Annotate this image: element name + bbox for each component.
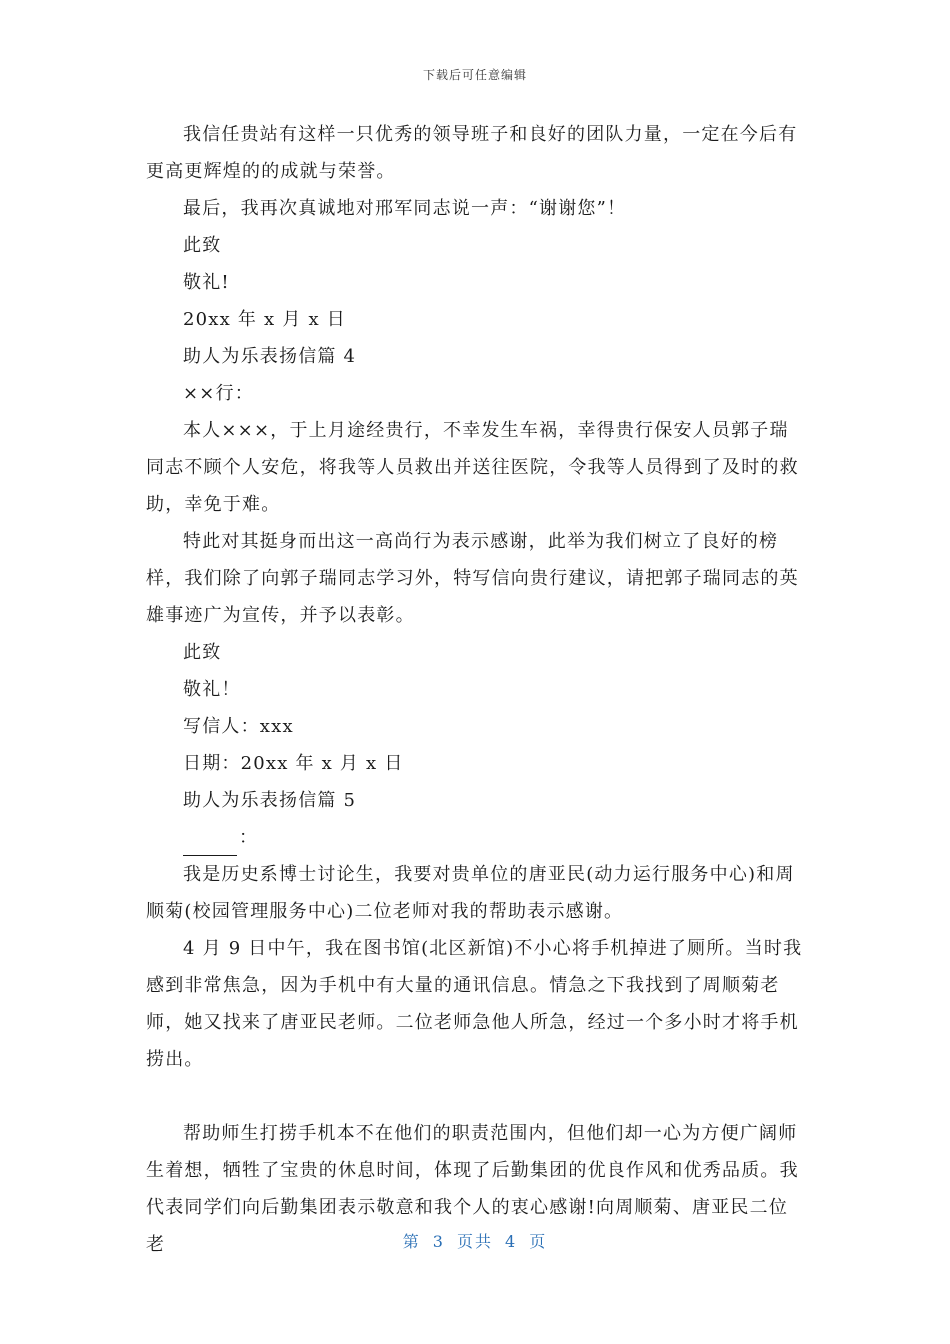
closing-cizhi-2: 此致 (183, 642, 222, 663)
footer-label-mid: 页共 (456, 1232, 493, 1251)
letter-date: 20xx 年 x 月 x 日 (183, 309, 346, 330)
document-body (146, 116, 806, 1263)
paragraph-spacer (146, 1078, 806, 1115)
paragraph-accident: 本人×××，于上月途经贵行，不幸发生车祸，幸得贵行保安人员郭子瑞同志不顾个人安危，将我等人员救出并送往医院，令我等人员得到了及时的救助，幸免于难。 (146, 420, 799, 515)
footer-label-end: 页 (529, 1232, 548, 1251)
footer-total-pages: 4 (505, 1232, 518, 1251)
footer-label-page: 第 (402, 1232, 421, 1251)
salutation-colon: ： (239, 827, 259, 848)
salutation-blank (146, 819, 806, 856)
letter-date-2: 日期：20xx 年 x 月 x 日 (183, 753, 404, 774)
blank-underline (183, 833, 237, 856)
closing-jingli-2: 敬礼！ (183, 679, 241, 700)
paragraph-student-intro: 我是历史系博士讨论生，我要对贵单位的唐亚民(动力运行服务中心)和周顺菊(校园管理服务中心)二位老师对我的帮助表示感谢。 (146, 864, 795, 922)
footer-current-page: 3 (432, 1232, 445, 1251)
page-header: 下载后可任意编辑 (422, 68, 527, 82)
page-footer (0, 1229, 950, 1252)
closing-cizhi: 此致 (183, 235, 222, 256)
paragraph-recommendation: 特此对其挺身而出这一高尚行为表示感谢，此举为我们树立了良好的榜样，我们除了向郭子瑞同志学习外，特写信向贵行建议，请把郭子瑞同志的英雄事迹广为宣传，并予以表彰。 (146, 531, 799, 626)
section-heading-5: 助人为乐表扬信篇 5 (183, 790, 357, 811)
section-heading-4: 助人为乐表扬信篇 4 (183, 346, 357, 367)
closing-jingli: 敬礼! (183, 272, 230, 293)
letter-writer: 写信人：xxx (183, 716, 294, 737)
paragraph-thanks: 最后，我再次真诚地对邢军同志说一声：“谢谢您”！ (183, 198, 627, 219)
paragraph-phone-incident: 4 月 9 日中午，我在图书馆(北区新馆)不小心将手机掉进了厕所。当时我感到非常焦急，因为手机中有大量的通讯信息。情急之下我找到了周顺菊老师，她又找来了唐亚民老师。二位老师急他人所急，经过一个多小时才将手机捞出。 (146, 938, 803, 1070)
paragraph-confidence: 我信任贵站有这样一只优秀的领导班子和良好的团队力量，一定在今后有更高更辉煌的的成就与荣誉。 (146, 124, 798, 182)
salutation-bank: ××行： (183, 383, 254, 404)
paragraph-gratitude: 帮助师生打捞手机本不在他们的职责范围内，但他们却一心为方便广阔师生着想，牺牲了宝贵的休息时间，体现了后勤集团的优良作风和优秀品质。我代表同学们向后勤集团表示敬意和我个人的衷心感谢!向周顺菊、唐亚民二位老 (146, 1123, 799, 1255)
